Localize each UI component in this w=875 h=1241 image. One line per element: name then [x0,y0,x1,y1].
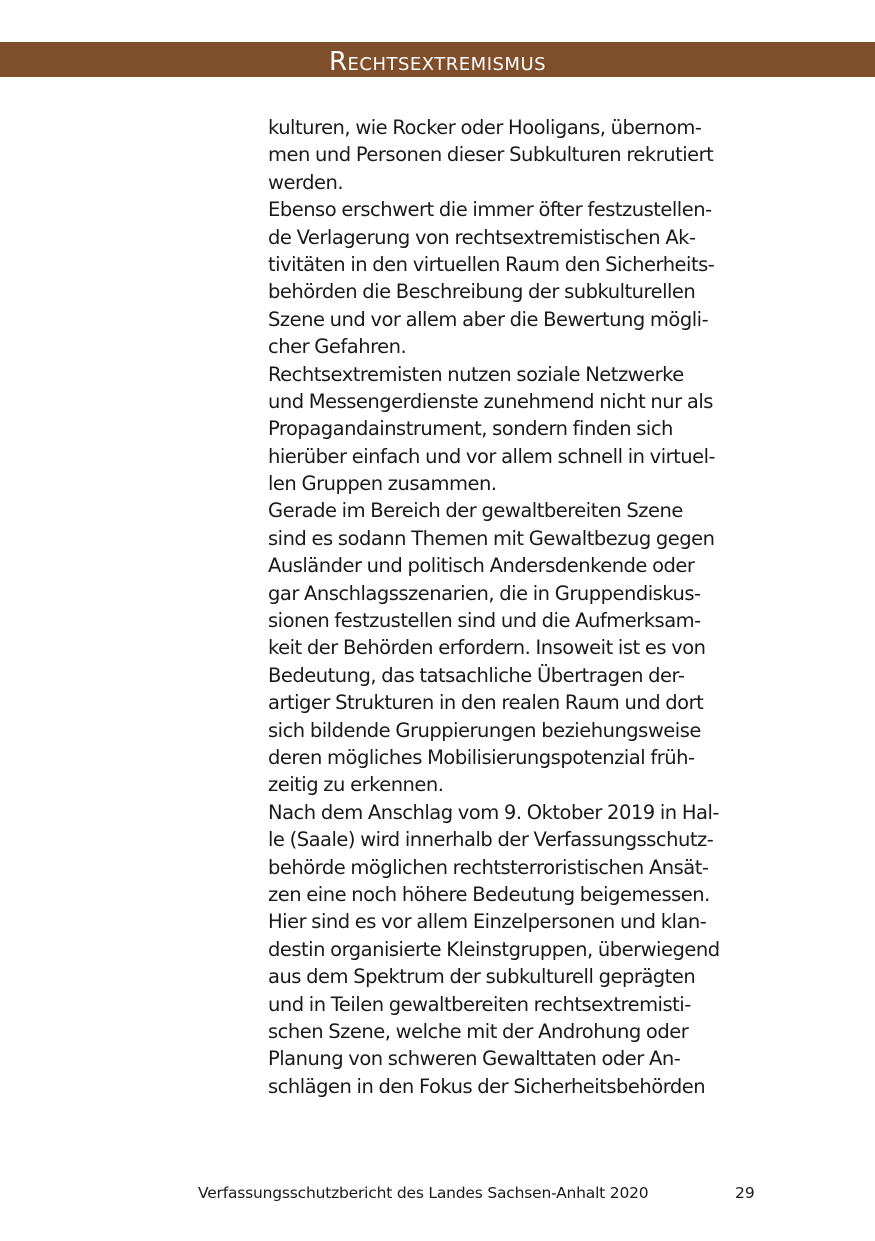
text-line: schen Szene, welche mit der Androhung oder [268,1019,689,1043]
text-line: sich bildende Gruppierungen beziehungsweise [268,718,701,742]
text-line: und in Teilen gewaltbereiten rechtsextremisti- [268,992,691,1016]
text-line: men und Personen dieser Subkulturen rekrutiert [268,143,714,167]
text-line: Szene und vor allem aber die Bewertung mögli- [268,307,709,331]
text-line: cher Gefahren. [268,335,407,359]
text-line: werden. [268,170,344,194]
text-line: zen eine noch höhere Bedeutung beigemessen. [268,882,710,906]
text-line: zeitig zu erkennen. [268,773,444,797]
text-line: gar Anschlagsszenarien, die in Gruppendiskus- [268,581,701,605]
text-line: Hier sind es vor allem Einzelpersonen und klan- [268,910,707,934]
text-line: tivitäten in den virtuellen Raum den Sicherheits- [268,252,715,276]
text-line: de Verlagerung von rechtsextremistischen Ak- [268,225,696,249]
text-line: Propagandainstrument, sondern finden sich [268,417,673,441]
text-line: len Gruppen zusammen. [268,472,497,496]
text-line: destin organisierte Kleinstgruppen, überwiegend [268,937,720,961]
text-line: behörden die Beschreibung der subkulturellen [268,280,696,304]
page-number: 29 [735,1184,755,1202]
text-line: artiger Strukturen in den realen Raum und dort [268,691,704,715]
body-text [268,114,768,1100]
text-line: le (Saale) wird innerhalb der Verfassungsschutz- [268,828,714,852]
text-line: Gerade im Bereich der gewaltbereiten Szene [268,499,683,523]
text-line: Planung von schweren Gewalttaten oder An- [268,1047,681,1071]
text-line: Bedeutung, das tatsachliche Übertragen der- [268,663,685,687]
text-line: Rechtsextremisten nutzen soziale Netzwerke [268,362,684,386]
text-line: keit der Behörden erfordern. Insoweit ist es von [268,636,706,660]
text-line: hierüber einfach und vor allem schnell in virtuel- [268,444,716,468]
text-line: schlägen in den Fokus der Sicherheitsbehörden [268,1074,706,1098]
text-line: Ebenso erschwert die immer öfter festzustellen- [268,198,712,222]
text-line: und Messengerdienste zunehmend nicht nur als [268,389,713,413]
text-line: deren mögliches Mobilisierungspotenzial früh- [268,745,695,769]
section-title: Rechtsextremismus [328,47,547,77]
text-line: sionen festzustellen sind und die Aufmerksam- [268,609,701,633]
text-line: kulturen, wie Rocker oder Hooligans, übernom- [268,116,702,139]
text-line: Ausländer und politisch Andersdenkende oder [268,554,695,578]
section-header-bar [0,42,875,77]
text-line: behörde möglichen rechtsterroristischen Ansät- [268,855,709,879]
footer-source: Verfassungsschutzbericht des Landes Sachsen-Anhalt 2020 [198,1184,649,1202]
text-line: aus dem Spektrum der subkulturell geprägten [268,965,696,989]
text-line: Nach dem Anschlag vom 9. Oktober 2019 in Hal- [268,800,719,824]
text-line: sind es sodann Themen mit Gewaltbezug gegen [268,526,715,550]
